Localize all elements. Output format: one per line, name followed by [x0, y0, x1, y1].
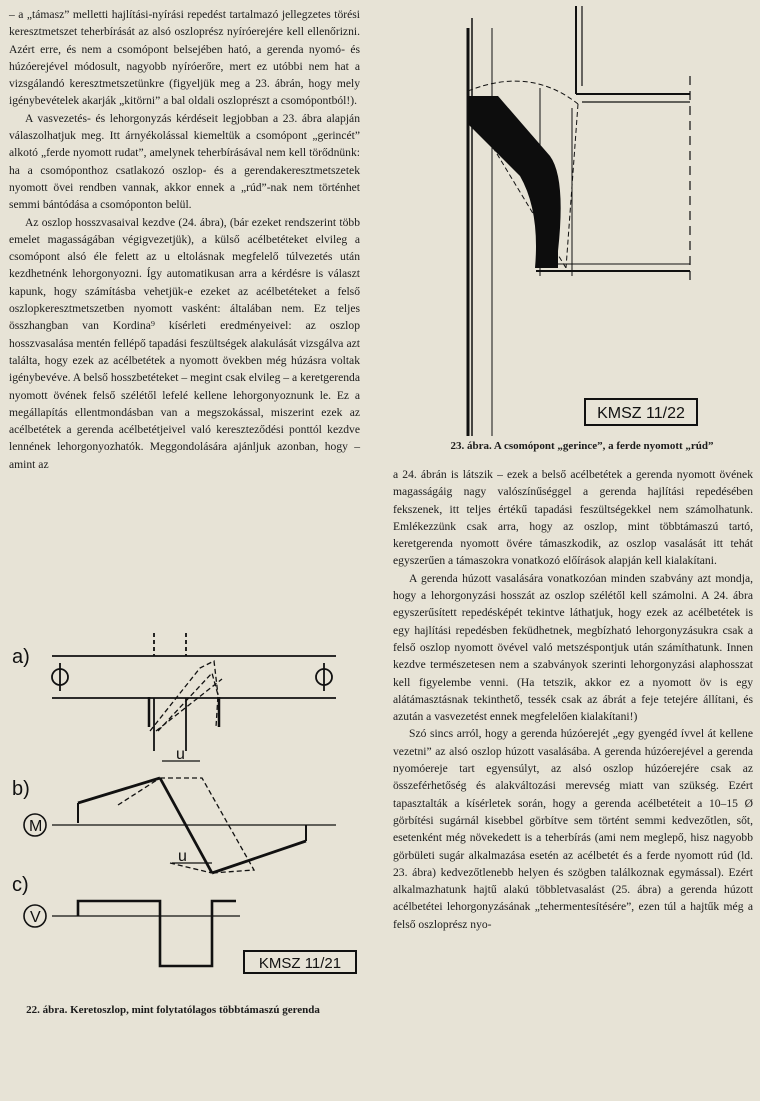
paragraph: A vasvezetés- és lehorgonyzás kérdéseit legjobban a 23. ábra alapján válaszolhatjuk meg. Itt árnyékolással kiemeltük a csomópont „gerincét” alkotó „ferde nyomott rudat”, amelynek teherbírásával nem kell törődnünk: ha a csomóponthoz csatlakozó oszlop- és a gerendakeresztmetszetek nyomott övei rendben vannak, akkor ennek a „rúd”-nak nem történhet semmi bántódása a csomóponton belül.	[9, 111, 360, 212]
left-text-column	[9, 6, 360, 473]
paragraph: a 24. ábrán is látszik – ezek a belső acélbetétek a gerenda nyomott övének magasságáig nagy valószínűséggel a gerenda hajlítási repedésében fekszenek, itt teljes értékű tapadási feszültségekkel nem számolhatunk. Emlékezzünk csak arra, hogy az oszlop, mint többtámaszú tartó, keretgerenda nyomott övére támaszkodik, az oszlop vasalását itt tehát egyszerűen a támaszokra vonatkozó előírások alapján kell kialakítani.	[393, 468, 753, 568]
label-u-top: u	[176, 746, 185, 763]
label-b: b)	[12, 778, 30, 800]
label-m: M	[29, 818, 43, 835]
figure-22-caption: 22. ábra. Keretoszlop, mint folytatólagos többtámaszú gerenda	[26, 1004, 320, 1016]
label-u-bottom: u	[178, 848, 187, 865]
figure-22-code: KMSZ 11/21	[258, 955, 342, 972]
paragraph: – a „támasz” melletti hajlítási-nyírási repedést tartalmazó jellegzetes törési keresztmetszet teherbírását az alsó oszloprész nyíróerejére kell ellenőrizni. Azért erre, és nem a csomópont belsejében ható, a gerenda nyomó- és húzóerejével módosult, nagyobb nyíróerőre, mert ez utóbbi nem hat a vizsgálandó keresztmetszetünkre (figyeljük meg a 23. ábrán, hogy mely igénybevételek akarják „kitörni” a bal oldali oszloprészt a csomópontból!).	[9, 8, 360, 108]
figure-23-caption: 23. ábra. A csomópont „gerince”, a ferde nyomott „rúd”	[450, 440, 714, 452]
paragraph: A gerenda húzott vasalására vonatkozóan minden szabvány azt mondja, hogy a lehorgonyzási hosszát az oszlop szélétől kell számolni. A 24. ábra egyszerűsített repedésképét tekintve láthatjuk, hogy ezek az acélbetétek is egy hajlítási repedésben feküdhetnek, megbízható lehorgonyzásukra csak a felső oszlop nyomott övével való metszéspontjuk után számíthatunk. Innen kezdve természetesen nem a szabványok szerinti lehorgonyzási alaphosszat kell figyelembe venni. (Ha tetszik, akkor ez a nyomott öv is egy alátámasztásnak tekinthető, tessék csak az ábrát a feje tetejére állítani, és azután a vasvezetést ennek megfelelően kialakítani!)	[393, 571, 753, 724]
figure-22-drawing	[0, 633, 390, 993]
paragraph: Az oszlop hosszvasaival kezdve (24. ábra), (bár ezeket rendszerint több emelet magasságában végigvezetjük), a külső acélbetéteket elvileg a csomópont alsó éle felett az u eltolásnak megfelelő túlvezetés után kezdhetnénk lehorgonyozni. Így automatikusan arra a kérdésre is választ kapunk, hogy számításba vehetjük-e ezeket az acélbetéteket a felső oszlopkeresztmetszetben nyomott vasként: általában nem. Ez teljes összhangban van Kordina⁹ kísérleti eredményeivel: az oszlop hosszvasalása mentén fellépő tapadási feszültségek alakulását vizsgálva azt találta, hogy ezek az acélbetétek a nyomott övekben még húzásra voltak igénybevéve. A belső hosszbetéteket – megint csak elvileg – a keretgerenda nyomott övének felső szélétől lefelé kellene lehorgonyoznunk le. Ez a megállapítás ellentmondásban van a megszokással, miszerint ezek az acélbetétek a gerenda acélbetétjeivel való kereszteződési ponttól kezdve lennének lehorgonyozhatók. Meggondolására ajánljuk azonban, hogy – amint az	[9, 215, 360, 471]
right-text-column	[393, 466, 753, 933]
label-v: V	[30, 909, 41, 926]
figure-23-drawing	[440, 6, 760, 436]
label-a: a)	[12, 646, 30, 668]
label-c: c)	[12, 874, 29, 896]
figure-23-code: KMSZ 11/22	[597, 405, 685, 422]
figure-23	[440, 6, 760, 436]
paragraph: Szó sincs arról, hogy a gerenda húzóerejét „egy gyengéd ívvel át kellene vezetni” az alsó oszlop húzott vasalásába. A gerenda húzóerejével a gerenda nyomóereje tart egyensúlyt, az alsó oszlop húzóerejére csak az összeférhetőség és alakváltozási merevség miatt van szükség. Ezért tapasztalták a kísérletek során, hogy a gerenda acélbetéteit a 10–15 Ø görbítési sugárnál kisebbel görbítve sem történt semmi kedvezőtlen, sőt, esetenként még növekedett is a teherbírás (ami nem meglepő, hisz nagyobb görbületi sugár alkalmazása esetén az acélbetét és a ferde nyomott rúd (ld. 23. ábra) kedvezőtlenebb helyen és szögben találkoznak egymással). Ezért alkalmazhatunk hajtű alakú többletvasalást (25. ábra) a gerenda húzott acélbetétei lehorgonyzásának „tehermentesítésére”, ezen túl a hajtűk még a felső oszloprész nyo-	[393, 727, 753, 931]
figure-22	[0, 633, 390, 993]
